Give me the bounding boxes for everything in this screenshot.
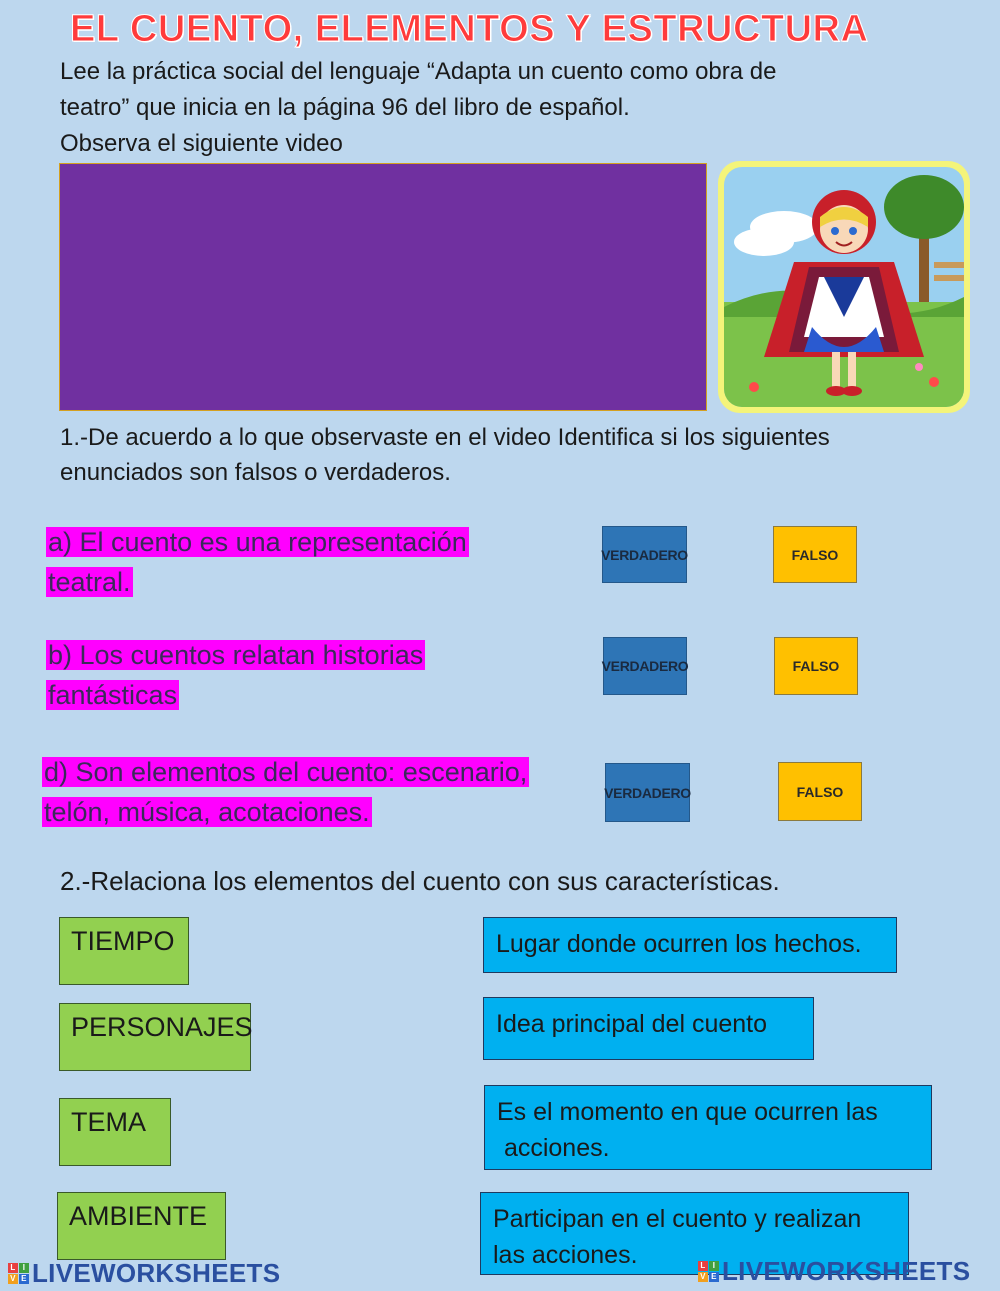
description-idea[interactable]: [483, 997, 814, 1060]
description-lugar-line-1: Lugar donde ocurren los hechos.: [496, 930, 862, 958]
statement-b-line-1: b) Los cuentos relatan historias: [48, 640, 424, 670]
liveworksheets-logo-icon: L I V E: [698, 1261, 719, 1282]
description-participan-line-1: Participan en el cuento y realizan: [493, 1205, 862, 1233]
statement-b-false-button[interactable]: FALSO: [774, 637, 858, 695]
illustration-image: [724, 167, 964, 407]
description-momento-line-2: acciones.: [497, 1134, 610, 1162]
watermark-left: [8, 1258, 280, 1289]
statement-d-true-button[interactable]: VERDADERO: [605, 763, 690, 822]
statement-d-false-button[interactable]: FALSO: [778, 762, 862, 821]
statement-a-line-2: teatral.: [48, 567, 131, 597]
question-1-prompt: [60, 420, 960, 490]
statement-a-false-button[interactable]: FALSO: [773, 526, 857, 583]
red-riding-hood-illustration: [718, 161, 970, 413]
watermark-right: [698, 1256, 970, 1287]
description-momento-line-1: Es el momento en que ocurren las: [497, 1098, 878, 1126]
statement-a-true-button[interactable]: VERDADERO: [602, 526, 687, 583]
intro-line-1: Lee la práctica social del lenguaje “Adapta un cuento como obra de: [60, 58, 777, 85]
element-ambiente[interactable]: AMBIENTE: [57, 1192, 226, 1260]
intro-line-3: Observa el siguiente video: [60, 130, 343, 157]
question-2-prompt: 2.-Relaciona los elementos del cuento con sus características.: [60, 866, 780, 896]
element-tema[interactable]: TEMA: [59, 1098, 171, 1166]
description-lugar[interactable]: [483, 917, 897, 973]
element-tiempo[interactable]: TIEMPO: [59, 917, 189, 985]
liveworksheets-logo-icon: L I V E: [8, 1263, 29, 1284]
question-1-line-1: 1.-De acuerdo a lo que observaste en el video Identifica si los siguientes: [60, 424, 830, 451]
intro-text: [60, 54, 920, 162]
description-participan-line-2: las acciones.: [493, 1241, 638, 1269]
statement-b-true-button[interactable]: VERDADERO: [603, 637, 687, 695]
statement-d: [42, 752, 602, 832]
description-idea-line-1: Idea principal del cuento: [496, 1010, 768, 1038]
statement-b: [46, 635, 566, 715]
statement-d-line-1: d) Son elementos del cuento: escenario,: [44, 757, 528, 787]
statement-a: [46, 522, 566, 602]
statement-b-line-2: fantásticas: [48, 680, 178, 710]
video-player[interactable]: [59, 163, 707, 411]
page-title: EL CUENTO, ELEMENTOS Y ESTRUCTURA: [70, 8, 869, 50]
statement-d-line-2: telón, música, acotaciones.: [44, 797, 370, 827]
watermark-left-text: LIVEWORKSHEETS: [32, 1258, 281, 1288]
intro-line-2: teatro” que inicia en la página 96 del libro de español.: [60, 94, 630, 121]
description-momento[interactable]: [484, 1085, 932, 1170]
watermark-right-text: LIVEWORKSHEETS: [722, 1256, 971, 1286]
question-1-line-2: enunciados son falsos o verdaderos.: [60, 459, 451, 486]
statement-a-line-1: a) El cuento es una representación: [48, 527, 467, 557]
element-personajes[interactable]: PERSONAJES: [59, 1003, 251, 1071]
